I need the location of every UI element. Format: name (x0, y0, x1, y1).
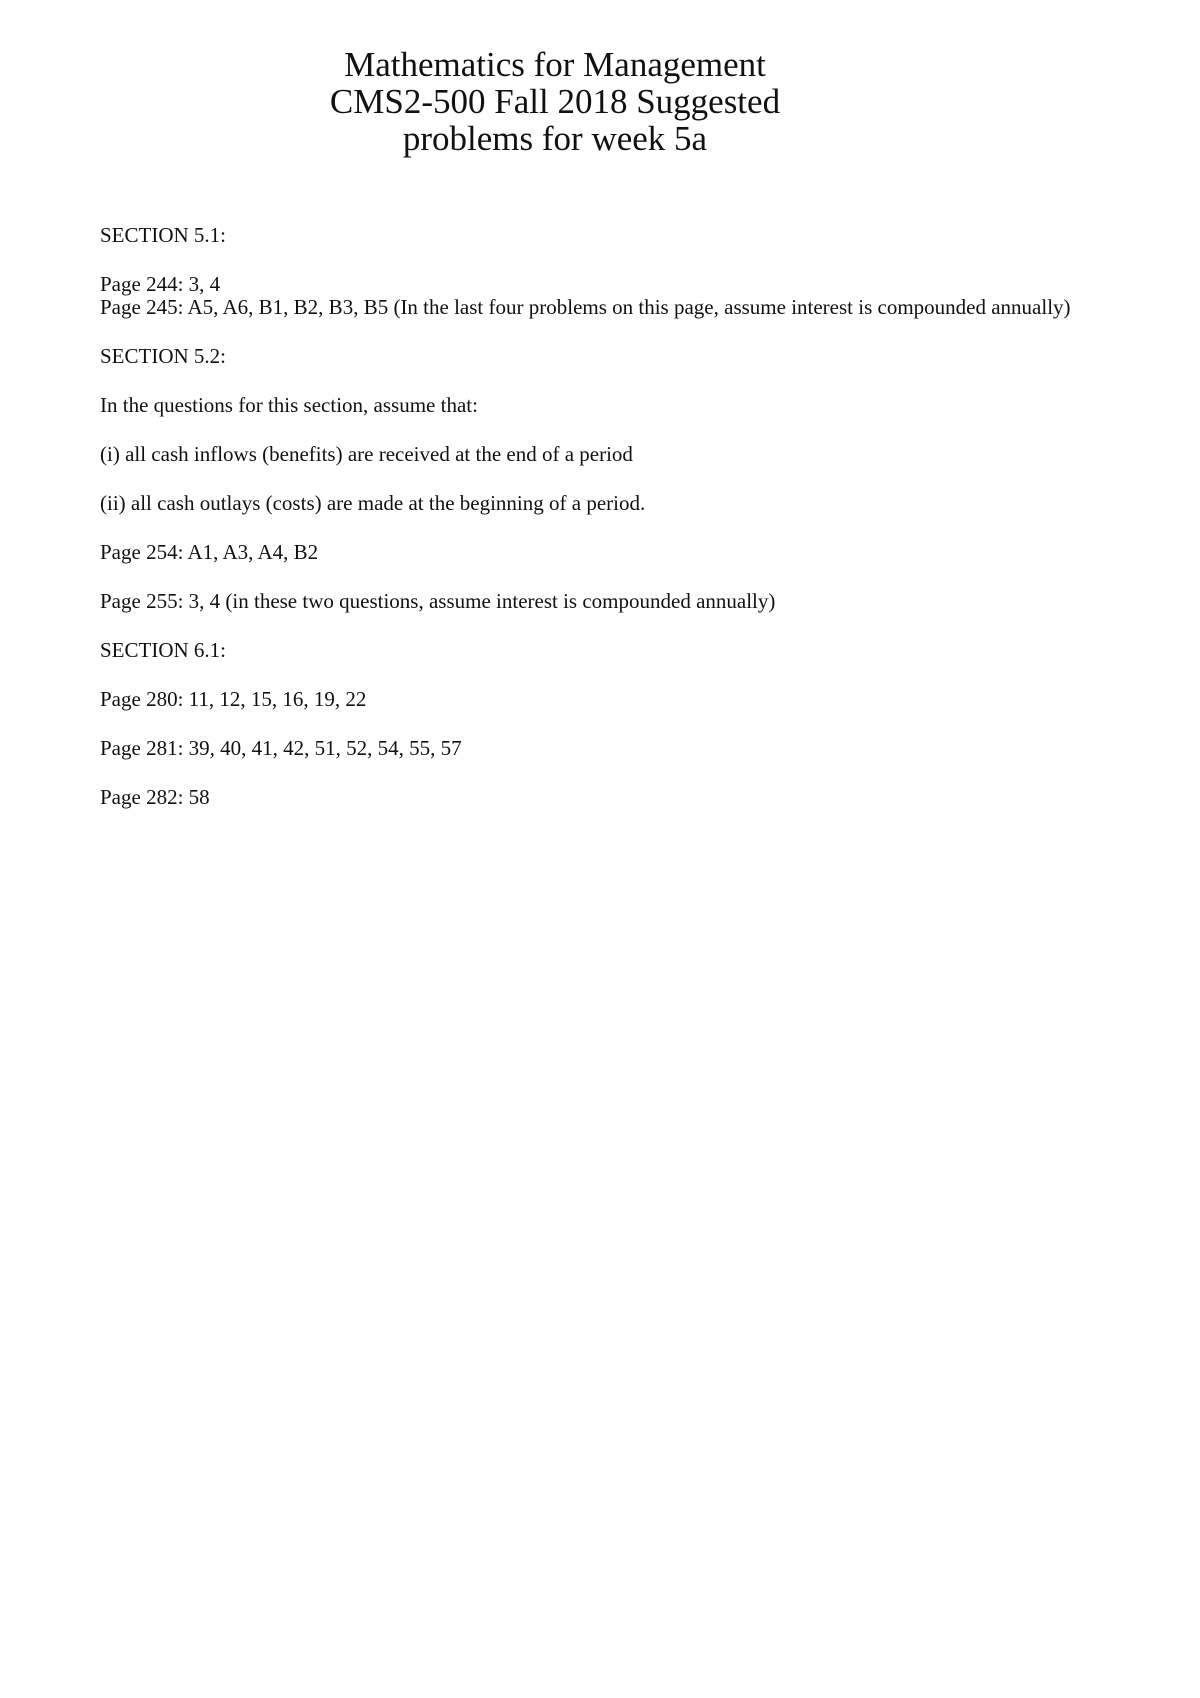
section-5-2-intro: In the questions for this section, assume that: (100, 393, 478, 417)
document-title (0, 46, 1110, 157)
problem-line-page-244: Page 244: 3, 4 (100, 272, 221, 296)
title-line-course: Mathematics for Management (344, 45, 766, 84)
problem-line-page-254: Page 254: A1, A3, A4, B2 (100, 540, 319, 564)
title-line-week: problems for week 5a (402, 119, 708, 158)
section-6-1-heading: SECTION 6.1: (100, 638, 226, 662)
assumption-cash-outlays: (ii) all cash outlays (costs) are made at the beginning of a period. (100, 491, 646, 515)
title-line-term: CMS2-500 Fall 2018 Suggested (329, 82, 781, 121)
section-5-1-heading: SECTION 5.1: (100, 223, 226, 247)
problem-line-page-281: Page 281: 39, 40, 41, 42, 51, 52, 54, 55, 57 (100, 736, 462, 760)
problem-line-page-255: Page 255: 3, 4 (in these two questions, assume interest is compounded annually) (100, 589, 776, 613)
assumption-cash-inflows: (i) all cash inflows (benefits) are received at the end of a period (100, 442, 633, 466)
problem-line-page-282: Page 282: 58 (100, 785, 210, 809)
section-5-2-heading: SECTION 5.2: (100, 344, 226, 368)
problem-line-page-245: Page 245: A5, A6, B1, B2, B3, B5 (In the last four problems on this page, assume interest is compounded annually) (100, 295, 1071, 319)
document-body (100, 224, 1140, 809)
problem-line-page-280: Page 280: 11, 12, 15, 16, 19, 22 (100, 687, 367, 711)
section-5-1-problems (100, 273, 1140, 319)
